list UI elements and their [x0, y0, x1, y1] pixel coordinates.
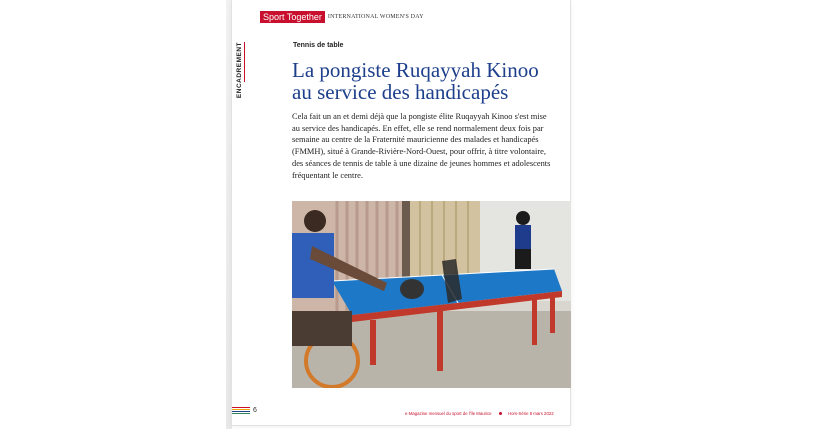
page-header	[260, 11, 424, 23]
page-footer-left	[232, 407, 257, 414]
page-number: 6	[253, 407, 257, 414]
side-label: ENCADREMENT	[236, 42, 243, 99]
footer-stripes	[232, 407, 250, 414]
footer-issue: Hors-Série 8 mars 2022	[508, 411, 554, 416]
side-accent-bar	[244, 42, 245, 82]
article-body: Cela fait un an et demi déjà que la pongiste élite Ruqayyah Kinoo s'est mise au service des handicapés. En effet, elle se rend normalement deux fois par semaine au centre de la Fraternité mauricienne des malades et handicapés (FMMH), situé à Grande-Rivière-Nord-Ouest, pour offrir, à titre volontaire, des séances de tennis de table à une dizaine de jeunes hommes et adolescents fréquentant le centre.	[292, 112, 551, 180]
header-subtitle: INTERNATIONAL WOMEN'S DAY	[327, 14, 424, 20]
footer-magazine-name: e-Magazine mensuel du sport de l'île Maurice	[405, 411, 492, 416]
footer-separator-dot	[499, 412, 502, 415]
article-photo	[292, 201, 571, 388]
article-title: La pongiste Ruqayyah Kinoo au service des handicapés	[292, 58, 539, 104]
section-tag: Sport Together	[260, 11, 325, 23]
article-category: Tennis de table	[293, 42, 344, 49]
